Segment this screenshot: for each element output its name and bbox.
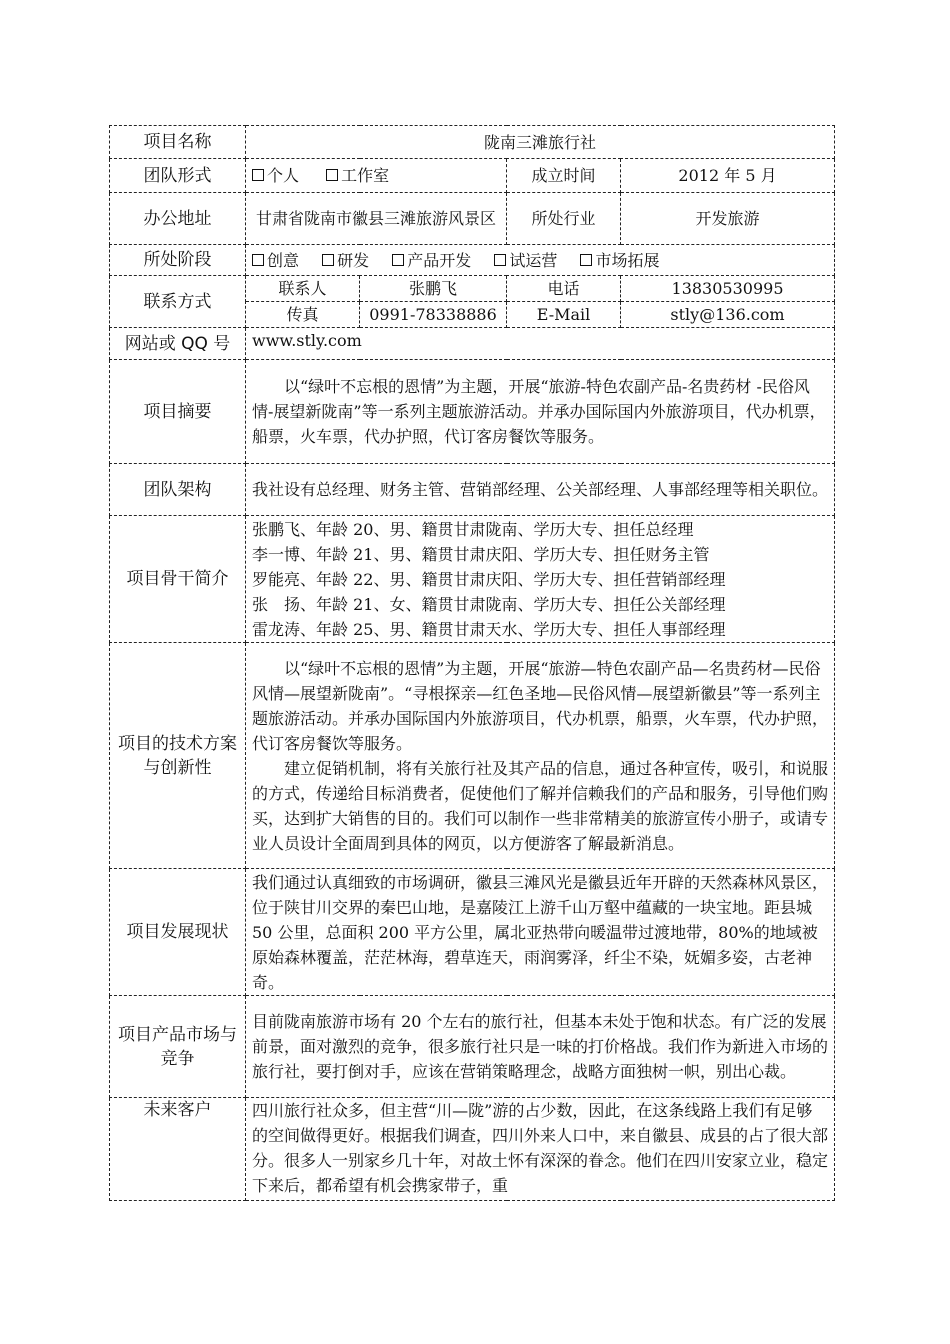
checkbox-icon[interactable]: [392, 254, 404, 266]
tech-paragraph: 以“绿叶不忘根的恩情”为主题，开展“旅游—特色农副产品—名贵药材—民俗风情—展望新陇南”。“寻根探亲—红色圣地—民俗风情—展望新徽县”等一系列主题旅游活动。并承办国际国内外旅游项目，代办机票，船票，火车票，代办护照，代订客房餐饮等服务。: [252, 658, 829, 753]
fax-label: 传真: [246, 302, 360, 328]
member-line: 李一博、年龄 21、男、籍贯甘肃庆阳、学历大专、担任财务主管: [252, 544, 710, 564]
market-label: 项目产品市场与竞争: [110, 996, 246, 1098]
summary-text-cell: [246, 360, 835, 464]
tech-label: 项目的技术方案与创新性: [110, 643, 246, 869]
tech-text-cell: [246, 643, 835, 869]
email-label: E-Mail: [507, 302, 621, 328]
contact-person-label: 联系人: [246, 276, 360, 302]
fax-value: 0991-78338886: [360, 302, 507, 328]
team-form-options: [246, 159, 507, 193]
checkbox-icon[interactable]: [326, 169, 338, 181]
row-market: [110, 996, 835, 1098]
row-structure: [110, 464, 835, 516]
summary-text: 以“绿叶不忘根的恩情”为主题，开展“旅游-特色农副产品-名贵药材 -民俗风情-展望新陇南”等一系列主题旅游活动。并承办国际国内外旅游项目，代办机票，船票，火车票，代办护照，代订客房餐饮等服务。: [252, 377, 826, 446]
project-name-label: 项目名称: [110, 126, 246, 159]
row-customers: [110, 1098, 835, 1201]
row-stage: [110, 245, 835, 276]
row-project-name: [110, 126, 835, 159]
industry-value: 开发旅游: [621, 193, 835, 245]
structure-text: 我社设有总经理、财务主管、营销部经理、公关部经理、人事部经理等相关职位。: [252, 480, 829, 499]
row-contact-1: [110, 276, 835, 302]
checkbox-icon[interactable]: [580, 254, 592, 266]
status-text-cell: [246, 869, 835, 996]
market-text: 目前陇南旅游市场有 20 个左右的旅行社，但基本未处于饱和状态。有广泛的发展前景，面对激烈的竞争，很多旅行社只是一味的打价格战。我们作为新进入市场的旅行社，要打倒对手，应该在营销策略理念，战略方面独树一帜，别出心裁。: [252, 1012, 829, 1081]
stage-option[interactable]: 研发: [322, 248, 369, 273]
email-value: stly@136.com: [621, 302, 835, 328]
customers-label: 未来客户: [110, 1098, 246, 1201]
office-label: 办公地址: [110, 193, 246, 245]
row-office: [110, 193, 835, 245]
team-form-option[interactable]: 个人: [252, 163, 299, 188]
row-team-form: [110, 159, 835, 193]
stage-label: 所处阶段: [110, 245, 246, 276]
stage-option[interactable]: 市场拓展: [580, 248, 659, 273]
summary-label: 项目摘要: [110, 360, 246, 464]
row-summary: [110, 360, 835, 464]
phone-value: 13830530995: [621, 276, 835, 302]
checkbox-icon[interactable]: [252, 254, 264, 266]
tech-paragraph: 建立促销机制，将有关旅行社及其产品的信息，通过各种宣传，吸引，和说服的方式，传递给目标消费者，促使他们了解并信赖我们的产品和服务，引导他们购买，达到扩大销售的目的。我们可以制作一些非常精美的旅游宣传小册子，或请专业人员设计全面周到具体的网页，以方便游客了解最新消息。: [252, 758, 829, 853]
phone-label: 电话: [507, 276, 621, 302]
status-text: 我们通过认真细致的市场调研，徽县三滩风光是徽县近年开辟的天然森林风景区，位于陕甘川交界的秦巴山地，是嘉陵江上游千山万壑中蕴藏的一块宝地。距县城 50 公里，总面积 200 平方公里，属北亚热带向暖温带过渡地带，80%的地域被原始森林覆盖，茫茫林海，碧草连天，雨润雾泽，纤尘不染，妩媚多姿，古老神奇。: [252, 872, 829, 992]
members-label: 项目骨干简介: [110, 516, 246, 643]
member-line: 张鹏飞、年龄 20、男、籍贯甘肃陇南、学历大专、担任总经理: [252, 519, 694, 539]
structure-label: 团队架构: [110, 464, 246, 516]
row-status: [110, 869, 835, 996]
stage-option[interactable]: 产品开发: [392, 248, 471, 273]
customers-text-cell: [246, 1098, 835, 1201]
checkbox-icon[interactable]: [252, 169, 264, 181]
row-website: [110, 328, 835, 360]
application-form: [109, 125, 834, 1201]
website-value: www.stly.com: [246, 328, 835, 360]
member-line: 张 扬、年龄 21、女、籍贯甘肃陇南、学历大专、担任公关部经理: [252, 594, 726, 614]
contact-label: 联系方式: [110, 276, 246, 328]
stage-option[interactable]: 创意: [252, 248, 299, 273]
stage-options: [246, 245, 835, 276]
checkbox-icon[interactable]: [322, 254, 334, 266]
stage-option[interactable]: 试运营: [494, 248, 557, 273]
market-text-cell: [246, 996, 835, 1098]
website-label: 网站或 QQ 号: [110, 328, 246, 360]
checkbox-icon[interactable]: [494, 254, 506, 266]
customers-text: 四川旅行社众多，但主营“川—陇”游的占少数，因此，在这条线路上我们有足够的空间做得更好。根据我们调查，四川外来人口中，来自徽县、成县的占了很大部分。很多人一别家乡几十年，对故土怀有深深的眷念。他们在四川安家立业，稳定下来后，都希望有机会携家带子，重: [252, 1101, 829, 1195]
row-members: [110, 516, 835, 643]
team-form-label: 团队形式: [110, 159, 246, 193]
structure-text-cell: [246, 464, 835, 516]
industry-label: 所处行业: [507, 193, 621, 245]
contact-person-value: 张鹏飞: [360, 276, 507, 302]
project-form-table: [109, 125, 835, 1201]
member-line: 罗能亮、年龄 22、男、籍贯甘肃庆阳、学历大专、担任营销部经理: [252, 569, 726, 589]
row-tech: [110, 643, 835, 869]
team-form-option[interactable]: 工作室: [326, 163, 389, 188]
founded-label: 成立时间: [507, 159, 621, 193]
status-label: 项目发展现状: [110, 869, 246, 996]
office-value: 甘肃省陇南市徽县三滩旅游风景区: [246, 193, 507, 245]
member-line: 雷龙涛、年龄 25、男、籍贯甘肃天水、学历大专、担任人事部经理: [252, 619, 726, 639]
members-list: [246, 516, 835, 643]
founded-value: 2012 年 5 月: [621, 159, 835, 193]
project-name-value: 陇南三滩旅行社: [246, 126, 835, 159]
